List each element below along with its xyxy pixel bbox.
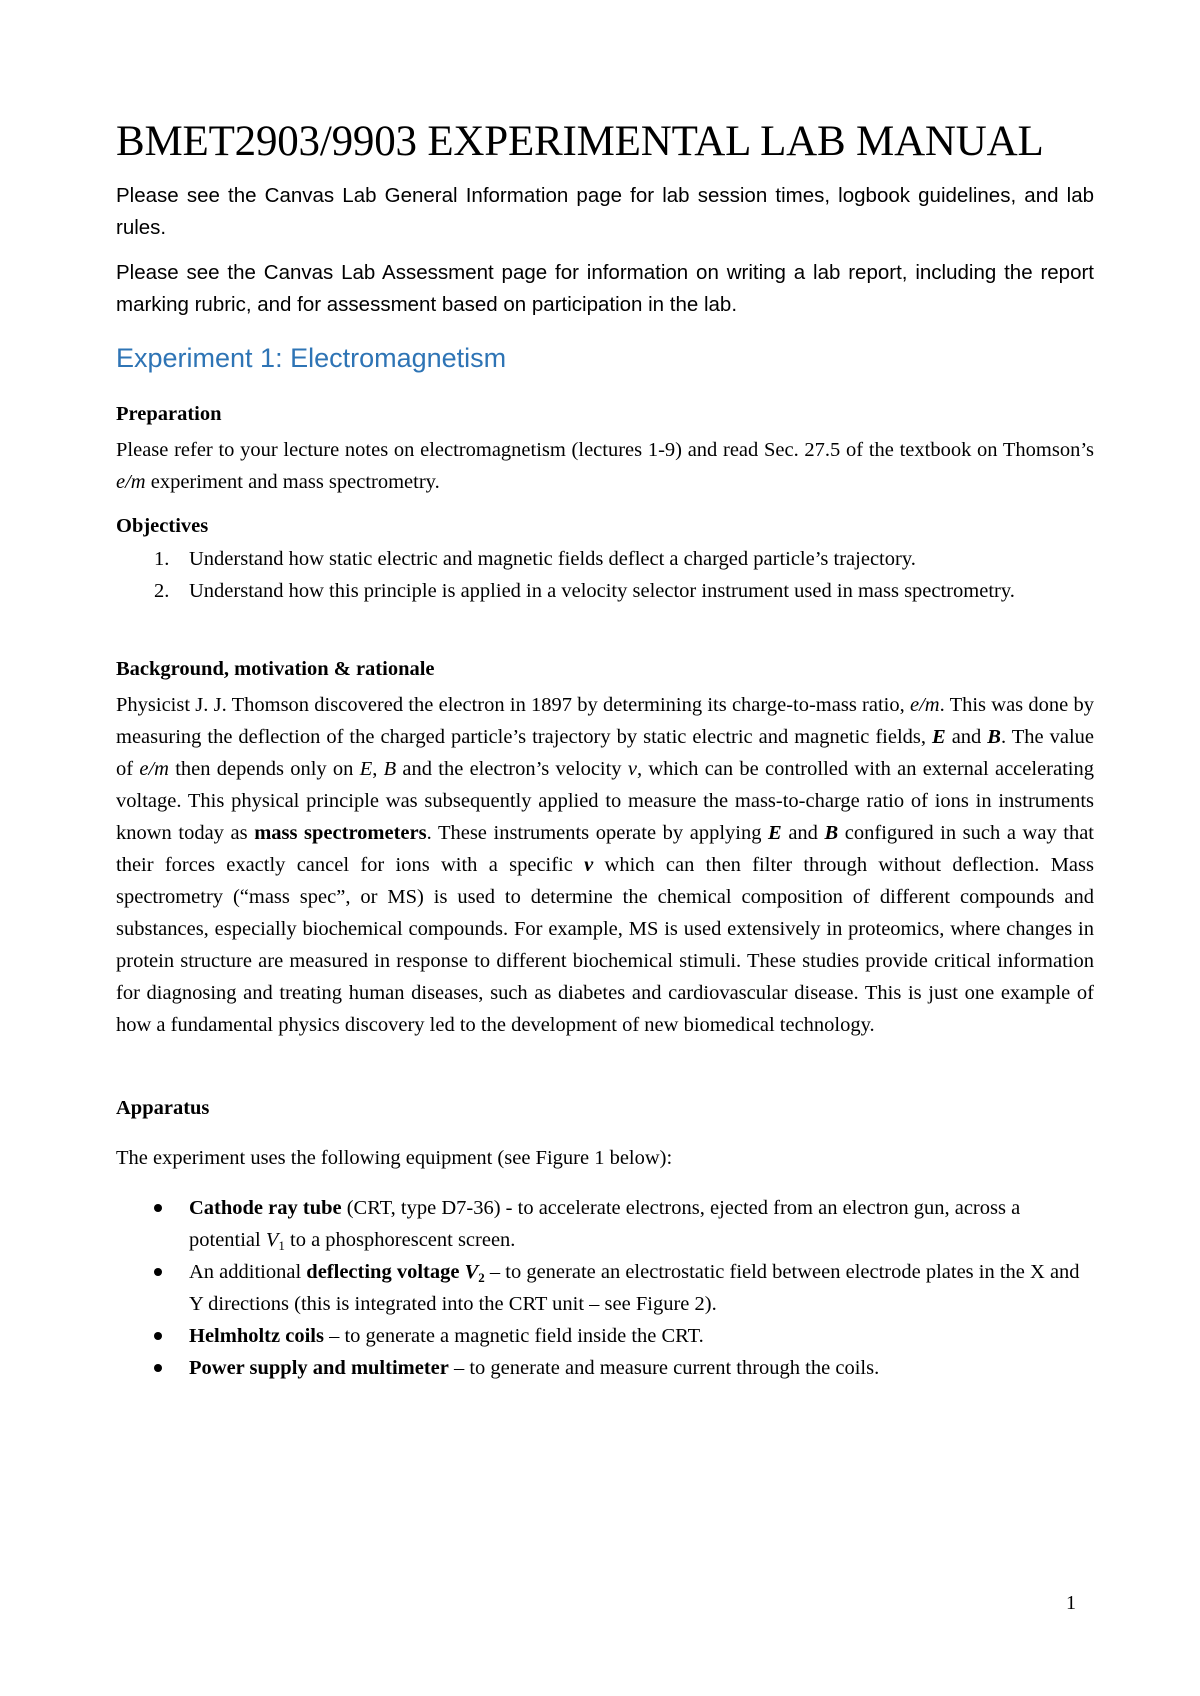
preparation-heading: Preparation xyxy=(116,403,222,425)
equipment-item: Power supply and multimeter – to generate and measure current through the coils. xyxy=(116,1352,1094,1384)
objective-item: 1. Understand how static electric and magnetic fields deflect a charged particle’s trajectory. xyxy=(116,543,1094,575)
experiment-heading: Experiment 1: Electromagnetism xyxy=(116,343,507,373)
equipment-list xyxy=(116,1192,1094,1384)
equipment-item: Helmholtz coils – to generate a magnetic field inside the CRT. xyxy=(116,1320,1094,1352)
objective-item: 2. Understand how this principle is applied in a velocity selector instrument used in mass spectrometry. xyxy=(116,575,1094,607)
objectives-list xyxy=(116,543,1094,607)
background-text: Physicist J. J. Thomson discovered the electron in 1897 by determining its charge-to-mass ratio, e/m. This was done by measuring the deflection of the charged particle’s trajectory by static electric and magnetic fields, E and B. The value of e/m then depends only on E, B and the electron’s velocity v, which can be controlled with an external accelerating voltage. This physical principle was subsequently applied to measure the mass-to-charge ratio of ions in instruments known today as mass spectrometers. These instruments operate by applying E and B configured in such a way that their forces exactly cancel for ions with a specific v which can then filter through without deflection. Mass spectrometry (“mass spec”, or MS) is used to determine the chemical composition of different compounds and substances, especially biochemical compounds. For example, MS is used extensively in proteomics, where changes in protein structure are measured in response to different biochemical stimuli. These studies provide critical information for diagnosing and treating human diseases, such as diabetes and cardiovascular disease. This is just one example of how a fundamental physics discovery led to the development of new biomedical technology. xyxy=(116,694,1094,1036)
bullet-icon xyxy=(154,1268,162,1276)
bullet-icon xyxy=(154,1364,162,1372)
equipment-item: Cathode ray tube (CRT, type D7-36) - to accelerate electrons, ejected from an electron gun, across a potential $V_1$ to a phosphorescent screen. xyxy=(116,1192,1094,1256)
objective-number: 1. xyxy=(154,548,170,570)
apparatus-heading: Apparatus xyxy=(116,1097,210,1119)
equipment-item: An additional deflecting voltage $V_2$ – to generate an electrostatic field between electrode plates in the X and Y directions (this is integrated into the CRT unit – see Figure 2). xyxy=(116,1256,1094,1320)
intro-paragraph-1: Please see the Canvas Lab General Information page for lab session times, logbook guidelines, and lab rules. xyxy=(116,184,1094,239)
document-title: BMET2903/9903 EXPERIMENTAL LAB MANUAL xyxy=(116,118,1044,165)
page-number: 1 xyxy=(1066,1592,1076,1614)
objectives-heading: Objectives xyxy=(116,515,209,537)
preparation-text: Please refer to your lecture notes on electromagnetism (lectures 1-9) and read Sec. 27.5 of the textbook on Thomson’s e/m experiment and mass spectrometry. xyxy=(116,439,1094,493)
intro-paragraph-2: Please see the Canvas Lab Assessment page for information on writing a lab report, including the report marking rubric, and for assessment based on participation in the lab. xyxy=(116,261,1094,316)
bullet-icon xyxy=(154,1332,162,1340)
apparatus-intro: The experiment uses the following equipment (see Figure 1 below): xyxy=(116,1147,673,1169)
background-heading: Background, motivation & rationale xyxy=(116,658,435,680)
bullet-icon xyxy=(154,1204,162,1212)
objective-number: 2. xyxy=(154,580,170,602)
